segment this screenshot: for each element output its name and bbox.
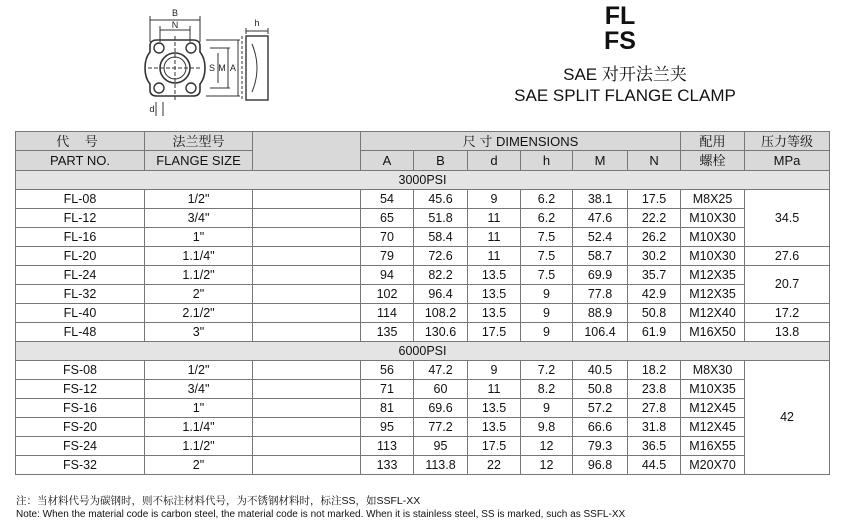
table-row xyxy=(16,456,830,475)
cell-m: 38.1 xyxy=(573,190,628,209)
header-dimensions: 尺 寸 DIMENSIONS xyxy=(361,132,681,151)
header-part-cn: 代 号 xyxy=(16,132,145,151)
header-part-en: PART NO. xyxy=(16,151,145,171)
cell-n: 26.2 xyxy=(628,228,681,247)
table-row xyxy=(16,361,830,380)
cell-d: 13.5 xyxy=(468,399,521,418)
cell-d: 17.5 xyxy=(468,437,521,456)
cell-part: FL-12 xyxy=(16,209,145,228)
cell-blank xyxy=(253,323,361,342)
cell-h: 7.5 xyxy=(521,266,573,285)
table-row xyxy=(16,190,830,209)
cell-size: 1/2" xyxy=(145,361,253,380)
cell-d: 13.5 xyxy=(468,266,521,285)
cell-b: 82.2 xyxy=(414,266,468,285)
cell-m: 106.4 xyxy=(573,323,628,342)
cell-blank xyxy=(253,266,361,285)
cell-m: 77.8 xyxy=(573,285,628,304)
cell-blank xyxy=(253,361,361,380)
cell-bolt: M12X35 xyxy=(681,285,745,304)
cell-size: 2.1/2" xyxy=(145,304,253,323)
table-row xyxy=(16,247,830,266)
table-header-row-2 xyxy=(16,151,830,171)
cell-size: 1" xyxy=(145,399,253,418)
cell-a: 94 xyxy=(361,266,414,285)
cell-m: 40.5 xyxy=(573,361,628,380)
section-title: 3000PSI xyxy=(16,171,830,190)
header-pressure-cn: 压力等级 xyxy=(745,132,830,151)
cell-bolt: M10X30 xyxy=(681,247,745,266)
cell-d: 11 xyxy=(468,247,521,266)
note-en: Note: When the material code is carbon steel, the material code is not marked. When it is stainless steel, SS is marked, such as SSFL-XX xyxy=(16,509,626,520)
cell-n: 30.2 xyxy=(628,247,681,266)
cell-n: 31.8 xyxy=(628,418,681,437)
cell-h: 9.8 xyxy=(521,418,573,437)
cell-blank xyxy=(253,418,361,437)
cell-a: 133 xyxy=(361,456,414,475)
cell-bolt: M12X40 xyxy=(681,304,745,323)
cell-size: 1.1/2" xyxy=(145,266,253,285)
series-code-fl: FL xyxy=(604,2,636,30)
cell-m: 69.9 xyxy=(573,266,628,285)
cell-part: FL-48 xyxy=(16,323,145,342)
page-title-en: SAE SPLIT FLANGE CLAMP xyxy=(514,86,736,105)
cell-h: 6.2 xyxy=(521,209,573,228)
cell-pressure: 20.7 xyxy=(745,266,830,304)
cell-b: 77.2 xyxy=(414,418,468,437)
cell-blank xyxy=(253,437,361,456)
cell-blank xyxy=(253,209,361,228)
cell-a: 135 xyxy=(361,323,414,342)
cell-bolt: M8X25 xyxy=(681,190,745,209)
cell-m: 96.8 xyxy=(573,456,628,475)
cell-blank xyxy=(253,285,361,304)
cell-n: 17.5 xyxy=(628,190,681,209)
footnotes xyxy=(16,494,625,522)
table-row xyxy=(16,418,830,437)
cell-blank xyxy=(253,399,361,418)
cell-m: 52.4 xyxy=(573,228,628,247)
table-row xyxy=(16,209,830,228)
cell-blank xyxy=(253,456,361,475)
cell-size: 3/4" xyxy=(145,380,253,399)
cell-a: 70 xyxy=(361,228,414,247)
section-title: 6000PSI xyxy=(16,342,830,361)
cell-part: FL-16 xyxy=(16,228,145,247)
cell-part: FS-12 xyxy=(16,380,145,399)
cell-b: 51.8 xyxy=(414,209,468,228)
cell-a: 81 xyxy=(361,399,414,418)
cell-b: 130.6 xyxy=(414,323,468,342)
cell-a: 102 xyxy=(361,285,414,304)
table-row xyxy=(16,285,830,304)
cell-a: 71 xyxy=(361,380,414,399)
cell-b: 58.4 xyxy=(414,228,468,247)
series-code-fs: FS xyxy=(604,27,636,55)
table-row xyxy=(16,399,830,418)
header-pressure-unit: MPa xyxy=(745,151,830,171)
cell-m: 66.6 xyxy=(573,418,628,437)
cell-d: 13.5 xyxy=(468,418,521,437)
cell-m: 47.6 xyxy=(573,209,628,228)
header-col-m: M xyxy=(573,151,628,171)
header-bolt-cn-2: 螺栓 xyxy=(681,151,745,171)
cell-a: 113 xyxy=(361,437,414,456)
cell-h: 12 xyxy=(521,456,573,475)
dim-label-n: N xyxy=(171,20,179,30)
cell-m: 79.3 xyxy=(573,437,628,456)
cell-size: 3" xyxy=(145,323,253,342)
table-row xyxy=(16,323,830,342)
cell-part: FS-08 xyxy=(16,361,145,380)
cell-n: 27.8 xyxy=(628,399,681,418)
cell-blank xyxy=(253,380,361,399)
header-size-cn: 法兰型号 xyxy=(145,132,253,151)
flange-clamp-drawing xyxy=(130,6,285,124)
cell-b: 47.2 xyxy=(414,361,468,380)
cell-n: 22.2 xyxy=(628,209,681,228)
cell-d: 9 xyxy=(468,361,521,380)
dimension-table xyxy=(15,131,830,475)
cell-a: 114 xyxy=(361,304,414,323)
dim-label-h: h xyxy=(254,18,260,28)
cell-part: FL-32 xyxy=(16,285,145,304)
header-col-d: d xyxy=(468,151,521,171)
cell-part: FL-08 xyxy=(16,190,145,209)
dim-label-b: B xyxy=(171,8,179,18)
cell-bolt: M10X30 xyxy=(681,209,745,228)
cell-d: 22 xyxy=(468,456,521,475)
cell-d: 13.5 xyxy=(468,285,521,304)
table-row xyxy=(16,380,830,399)
cell-d: 11 xyxy=(468,380,521,399)
cell-a: 54 xyxy=(361,190,414,209)
cell-h: 9 xyxy=(521,285,573,304)
cell-b: 45.6 xyxy=(414,190,468,209)
cell-blank xyxy=(253,190,361,209)
cell-b: 60 xyxy=(414,380,468,399)
table-header-row-1 xyxy=(16,132,830,151)
cell-bolt: M20X70 xyxy=(681,456,745,475)
table-row xyxy=(16,304,830,323)
dim-label-s: S xyxy=(208,63,216,73)
header-col-n: N xyxy=(628,151,681,171)
cell-m: 50.8 xyxy=(573,380,628,399)
page-title-cn: SAE 对开法兰夹 xyxy=(563,65,687,84)
cell-h: 7.5 xyxy=(521,247,573,266)
table-row xyxy=(16,228,830,247)
cell-part: FL-40 xyxy=(16,304,145,323)
cell-h: 6.2 xyxy=(521,190,573,209)
section-row-3000psi xyxy=(16,171,830,190)
cell-bolt: M10X30 xyxy=(681,228,745,247)
cell-size: 1.1/2" xyxy=(145,437,253,456)
cell-h: 7.2 xyxy=(521,361,573,380)
cell-pressure: 42 xyxy=(745,361,830,475)
cell-pressure: 27.6 xyxy=(745,247,830,266)
cell-n: 18.2 xyxy=(628,361,681,380)
cell-d: 13.5 xyxy=(468,304,521,323)
header-col-b: B xyxy=(414,151,468,171)
cell-b: 96.4 xyxy=(414,285,468,304)
cell-b: 72.6 xyxy=(414,247,468,266)
cell-h: 8.2 xyxy=(521,380,573,399)
cell-part: FS-24 xyxy=(16,437,145,456)
cell-size: 3/4" xyxy=(145,209,253,228)
cell-bolt: M8X30 xyxy=(681,361,745,380)
cell-h: 9 xyxy=(521,323,573,342)
cell-size: 2" xyxy=(145,285,253,304)
cell-n: 42.9 xyxy=(628,285,681,304)
cell-pressure: 17.2 xyxy=(745,304,830,323)
cell-h: 9 xyxy=(521,304,573,323)
table-row xyxy=(16,437,830,456)
table-row xyxy=(16,266,830,285)
cell-b: 69.6 xyxy=(414,399,468,418)
cell-bolt: M16X50 xyxy=(681,323,745,342)
header-col-h: h xyxy=(521,151,573,171)
dim-label-d: d xyxy=(149,104,155,114)
cell-part: FS-16 xyxy=(16,399,145,418)
cell-d: 9 xyxy=(468,190,521,209)
cell-a: 65 xyxy=(361,209,414,228)
cell-size: 1.1/4" xyxy=(145,247,253,266)
cell-size: 1/2" xyxy=(145,190,253,209)
cell-a: 95 xyxy=(361,418,414,437)
cell-size: 1" xyxy=(145,228,253,247)
cell-d: 11 xyxy=(468,228,521,247)
cell-bolt: M10X35 xyxy=(681,380,745,399)
cell-n: 44.5 xyxy=(628,456,681,475)
cell-m: 58.7 xyxy=(573,247,628,266)
cell-b: 95 xyxy=(414,437,468,456)
note-cn: 注：当材料代号为碳钢时，则不标注材料代号，为不锈钢材料时，标注SS，如SSFL-XX xyxy=(16,495,421,507)
cell-m: 57.2 xyxy=(573,399,628,418)
cell-bolt: M12X45 xyxy=(681,418,745,437)
section-row-6000psi xyxy=(16,342,830,361)
cell-size: 2" xyxy=(145,456,253,475)
cell-size: 1.1/4" xyxy=(145,418,253,437)
cell-n: 23.8 xyxy=(628,380,681,399)
cell-part: FL-24 xyxy=(16,266,145,285)
header-bolt-cn-1: 配用 xyxy=(681,132,745,151)
cell-d: 11 xyxy=(468,209,521,228)
cell-blank xyxy=(253,304,361,323)
cell-b: 108.2 xyxy=(414,304,468,323)
cell-part: FS-32 xyxy=(16,456,145,475)
cell-bolt: M12X35 xyxy=(681,266,745,285)
header-col-a: A xyxy=(361,151,414,171)
cell-pressure: 34.5 xyxy=(745,190,830,247)
cell-blank xyxy=(253,228,361,247)
cell-blank xyxy=(253,247,361,266)
cell-pressure: 13.8 xyxy=(745,323,830,342)
cell-a: 56 xyxy=(361,361,414,380)
dim-label-a: A xyxy=(229,63,237,73)
cell-n: 50.8 xyxy=(628,304,681,323)
cell-h: 12 xyxy=(521,437,573,456)
cell-bolt: M12X45 xyxy=(681,399,745,418)
header-size-en: FLANGE SIZE xyxy=(145,151,253,171)
cell-h: 9 xyxy=(521,399,573,418)
cell-b: 113.8 xyxy=(414,456,468,475)
cell-part: FS-20 xyxy=(16,418,145,437)
cell-part: FL-20 xyxy=(16,247,145,266)
cell-n: 61.9 xyxy=(628,323,681,342)
cell-bolt: M16X55 xyxy=(681,437,745,456)
cell-n: 36.5 xyxy=(628,437,681,456)
cell-d: 17.5 xyxy=(468,323,521,342)
cell-m: 88.9 xyxy=(573,304,628,323)
cell-a: 79 xyxy=(361,247,414,266)
cell-h: 7.5 xyxy=(521,228,573,247)
header-blank xyxy=(253,132,361,171)
dim-label-m: M xyxy=(218,63,226,73)
cell-n: 35.7 xyxy=(628,266,681,285)
